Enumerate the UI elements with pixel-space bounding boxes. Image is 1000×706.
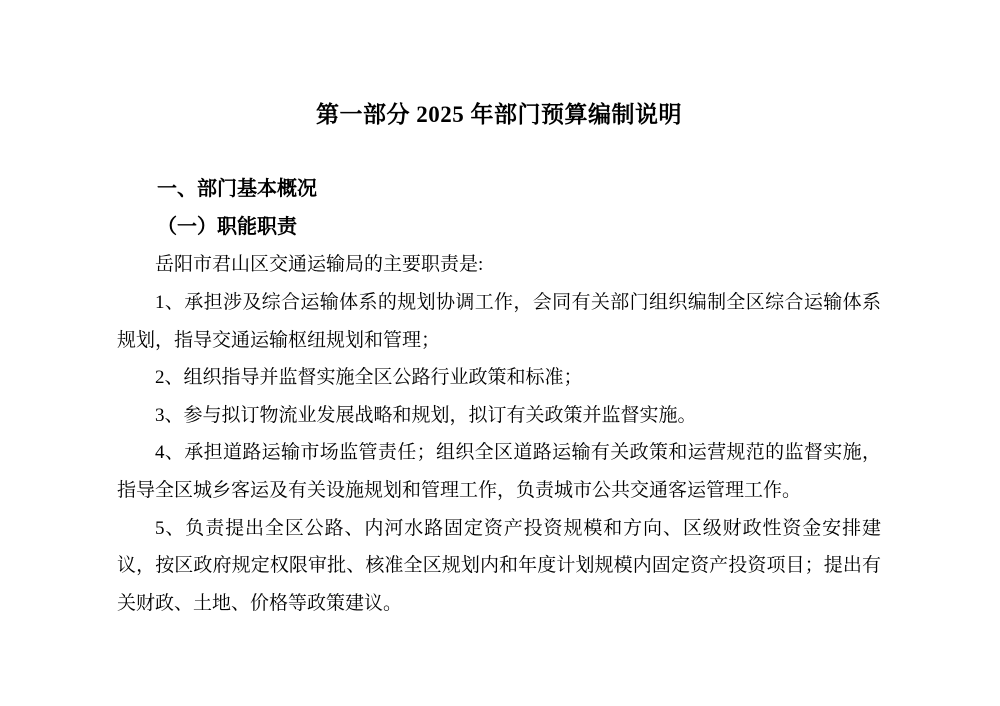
- paragraph-duty-2: 2、组织指导并监督实施全区公路行业政策和标准；: [155, 367, 583, 389]
- document-title: 第一部分 2025 年部门预算编制说明: [316, 102, 682, 127]
- section-heading-basic-overview: 一、部门基本概况: [157, 178, 317, 201]
- subsection-heading-duties: （一）职能职责: [157, 215, 297, 238]
- paragraph-duty-1: 1、承担涉及综合运输体系的规划协调工作，会同有关部门组织编制全区综合运输体系规划，指导交通运输枢纽规划和管理；: [117, 291, 881, 351]
- paragraph-duty-4: 4、承担道路运输市场监管责任；组织全区道路运输有关政策和运营规范的监督实施，指导全区城乡客运及有关设施规划和管理工作，负责城市公共交通客运管理工作。: [117, 442, 881, 501]
- paragraph-duty-5: 5、负责提出全区公路、内河水路固定资产投资规模和方向、区级财政性资金安排建议，按区政府规定权限审批、核准全区规划内和年度计划规模内固定资产投资项目；提出有关财政、土地、价格等政策建议。: [117, 517, 881, 614]
- paragraph-duty-3: 3、参与拟订物流业发展战略和规划，拟订有关政策并监督实施。: [155, 404, 697, 426]
- paragraph-intro: 岳阳市君山区交通运输局的主要职责是:: [155, 254, 484, 276]
- document-content: [117, 96, 881, 622]
